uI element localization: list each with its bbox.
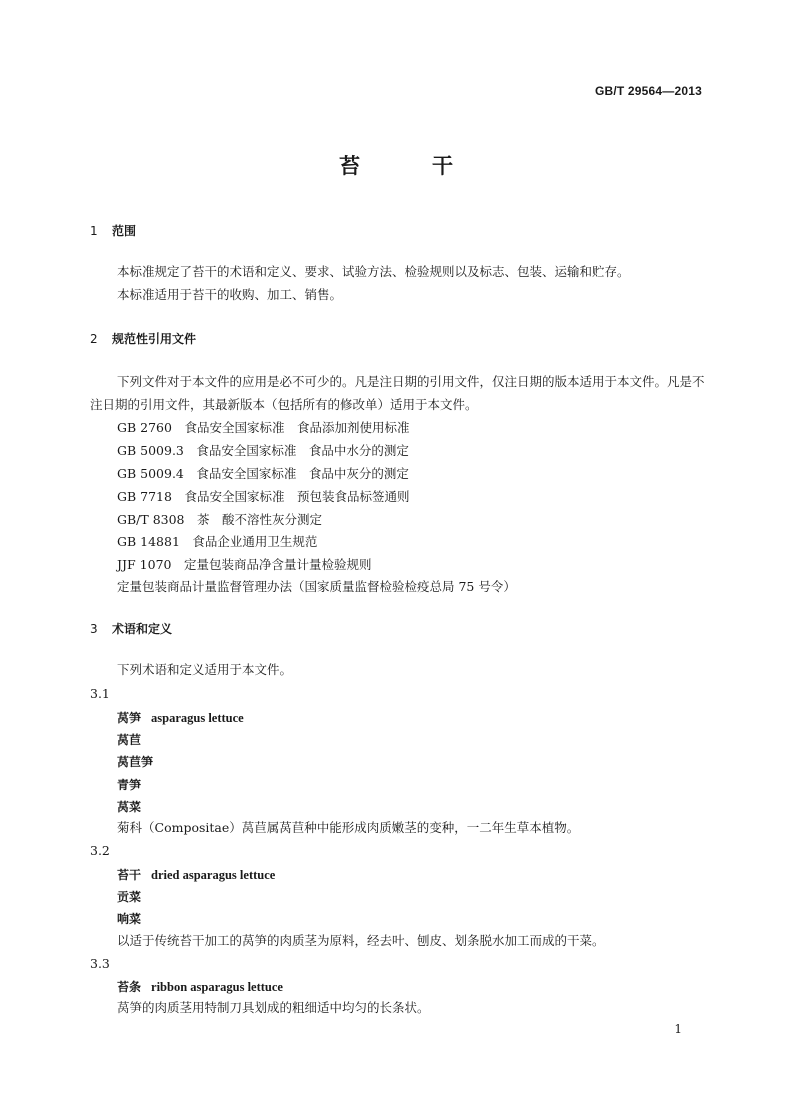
page-number: 1 bbox=[674, 1022, 682, 1036]
scope-paragraph: 本标准规定了苔干的术语和定义、要求、试验方法、检验规则以及标志、包装、运输和贮存。 bbox=[117, 264, 630, 279]
term-chinese: 莴笋 bbox=[117, 711, 142, 725]
section-title: 规范性引用文件 bbox=[112, 332, 197, 346]
section-3-heading bbox=[90, 620, 172, 637]
term-definition: 以适于传统苔干加工的莴笋的肉质茎为原料，经去叶、刨皮、划条脱水加工而成的干菜。 bbox=[117, 933, 605, 948]
terms-intro: 下列术语和定义适用于本文件。 bbox=[117, 662, 293, 677]
term-definition: 菊科（Compositae）莴苣属莴苣种中能形成肉质嫩茎的变种，一二年生草本植物。 bbox=[117, 820, 580, 835]
section-number: 1 bbox=[90, 224, 98, 238]
section-title: 范围 bbox=[112, 224, 137, 238]
term-synonym: 莴苣 bbox=[117, 733, 142, 747]
clause-number: 3.2 bbox=[90, 843, 110, 858]
term-chinese: 苔条 bbox=[117, 980, 142, 994]
term-definition: 莴笋的肉质茎用特制刀具划成的粗细适中均匀的长条状。 bbox=[117, 1000, 430, 1015]
term-synonym: 青笋 bbox=[117, 778, 142, 792]
section-number: 3 bbox=[90, 622, 98, 636]
term-entry bbox=[117, 709, 244, 726]
section-2-heading bbox=[90, 330, 196, 347]
clause-number: 3.3 bbox=[90, 956, 110, 971]
clause-number: 3.1 bbox=[90, 686, 110, 701]
term-chinese: 苔干 bbox=[117, 868, 142, 882]
term-entry bbox=[117, 866, 275, 883]
reference-item: GB 7718 食品安全国家标准 预包装食品标签通则 bbox=[117, 489, 410, 504]
term-synonym: 莴苣笋 bbox=[117, 755, 154, 769]
term-english: asparagus lettuce bbox=[151, 711, 244, 725]
reference-item: GB 14881 食品企业通用卫生规范 bbox=[117, 534, 318, 549]
reference-item: JJF 1070 定量包装商品净含量计量检验规则 bbox=[117, 557, 372, 572]
reference-item: GB 2760 食品安全国家标准 食品添加剂使用标准 bbox=[117, 420, 410, 435]
section-1-heading bbox=[90, 222, 136, 239]
term-synonym: 莴菜 bbox=[117, 800, 142, 814]
references-intro: 下列文件对于本文件的应用是必不可少的。凡是注日期的引用文件，仅注日期的版本适用于本文件。凡是不注日期的引用文件，其最新版本（包括所有的修改单）适用于本文件。 bbox=[90, 374, 705, 412]
reference-item: GB 5009.3 食品安全国家标准 食品中水分的测定 bbox=[117, 443, 409, 458]
term-entry bbox=[117, 978, 283, 995]
section-title: 术语和定义 bbox=[112, 622, 173, 636]
document-title: 苔干 bbox=[339, 154, 525, 178]
reference-item: GB/T 8308 茶 酸不溶性灰分测定 bbox=[117, 512, 323, 527]
term-english: dried asparagus lettuce bbox=[151, 868, 276, 882]
scope-paragraph: 本标准适用于苔干的收购、加工、销售。 bbox=[117, 287, 343, 302]
reference-item: 定量包装商品计量监督管理办法（国家质量监督检验检疫总局 75 号令） bbox=[117, 579, 516, 594]
section-number: 2 bbox=[90, 332, 98, 346]
term-synonym: 响菜 bbox=[117, 912, 142, 926]
standard-code: GB/T 29564—2013 bbox=[594, 84, 702, 98]
reference-item: GB 5009.4 食品安全国家标准 食品中灰分的测定 bbox=[117, 466, 409, 481]
term-synonym: 贡菜 bbox=[117, 890, 142, 904]
term-english: ribbon asparagus lettuce bbox=[151, 980, 283, 994]
